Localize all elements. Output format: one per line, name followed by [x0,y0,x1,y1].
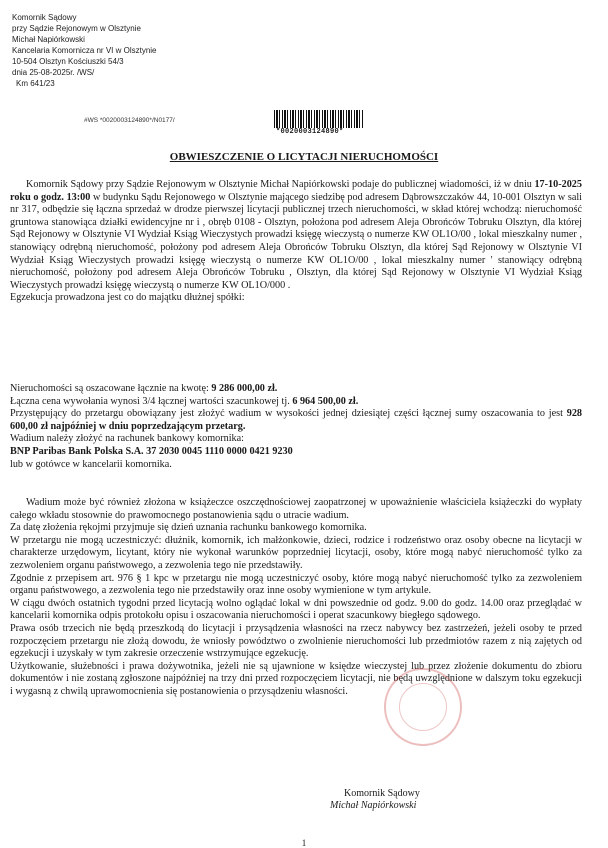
header-line: Komornik Sądowy [12,13,77,22]
price-amount: 6 964 500,00 zł. [292,395,359,407]
deposit-text: Przystępujący do przetargu obowiązany jest złożyć wadium w wysokości jednej dziesiątej części łącznej sumy oszacowania to jest [10,408,567,420]
deposit-amount: 928 600,00 zł najpóźniej w dniu poprzedzającym przetarg. [10,408,582,432]
announcement-intro: Komornik Sądowy przy Sądzie Rejonowym w Olsztynie Michał Napiórkowski podaje do publicznej wiadomości, iż w dniu [26,179,535,190]
conditions-paragraph [10,497,582,699]
condition-item: W przetargu nie mogą uczestniczyć: dłużnik, komornik, ich małżonkowie, dzieci, rodzice i rodzeństwo oraz osoby obecne na licytacji w charakterze urzędowym, licytant, który nie wykonał warunków poprzedniej licytacji, osoby, które mogą nabyć nieruchomość tylko za zezwoleniem organu państwowego, a zezwolenia tego nie przedstawiły. [10,534,582,571]
valuation-label: Nieruchomości są oszacowane łącznie na kwotę: [10,383,209,394]
condition-item: Za datę złożenia rękojmi przyjmuje się dzień uznania rachunku bankowego komornika. [10,522,367,534]
header-line: dnia 25-08-2025r. /WS/ [12,68,95,77]
condition-item: Użytkowanie, służebności i prawa dożywotnika, jeżeli nie są ujawnione w księdze wieczystej lub przez złożenie dokumentu do zbioru dokumentów i nie zostaną zgłoszone najpóźniej na trzy dni przed rozpoczęciem licytacji, nie będą uwzględnione w dalszym toku egzekucji i wygasną z chwilą uprawomocnienia się postanowienia o przysądzeniu własności. [10,660,582,697]
header-line: 10-504 Olsztyn Kościuszki 54/3 [12,57,124,66]
condition-item: W ciągu dwóch ostatnich tygodni przed licytacją wolno oglądać lokal w dni powszednie od godz. 9.00 do godz. 14.00 oraz przeglądać w kancelarii komornika odpis protokołu opisu i oszacowania nieruchomości i operat szacunkowy biegłego sądowego. [10,597,582,622]
signature-name: Michał Napiórkowski [330,800,417,811]
announcement-details: w budynku Sądu Rejonowego w Olsztynie mającego siedzibę pod adresem Dąbrowszczaków 44, 10-001 Olsztyn w sali nr 317, odbędzie się łączna sprzedaż w drodze pierwszej licytacji publicznej trzech nieruchomości, w skład której wchodzą: nieruchomość gruntowa stanowiąca działki ewidencyjne nr i , obręb 0108 - Olsztyn, położona pod adresem Aleja Obrońców Tobruku Olsztyn, dla której Sąd Rejonowy w Olsztynie VI Wydział Ksiąg Wieczystych prowadzi księgę wieczystą o numerze KW OL1O/00 , lokal mieszkalny numer , stanowiący odrębną nieruchomość, położony pod adresem Aleja Obrońców Tobruku Olsztyn, dla której Sąd Rejonowy w Olsztynie VI Wydział Ksiąg Wieczystych prowadzi księgę wieczystą o numerze KW OL1O/00 , lokal mieszkalny numer ' stanowiący odrębną nieruchomość, położony pod adresem Aleja Obrońców Tobruku , Olsztyn, dla której Sąd Rejonowy w Olsztynie VI Wydział Ksiąg Wieczystych prowadzi księgę wieczystą o numerze KW OL1O/000 . [10,191,582,291]
price-line [10,396,582,409]
header-line: przy Sądzie Rejonowym w Olsztynie [12,24,141,33]
bank-account-number: BNP Paribas Bank Polska S.A. 37 2030 0045 1110 0000 0421 9230 [10,445,293,457]
condition-item: Wadium może być również złożona w książeczce oszczędnościowej zaopatrzonej w upoważnienie właściciela książeczki do wypłaty całego wkładu stosownie do prawomocnego postanowienia sądu o utracie wadium. [10,497,582,521]
valuation-line [10,383,582,396]
official-stamp-inner-ring [399,683,447,731]
price-label: Łączna cena wywołania wynosi 3/4 łącznej wartości szacunkowej tj. [10,395,290,407]
header-line: Km 641/23 [16,79,55,88]
condition-item: Prawa osób trzecich nie będą przeszkodą do licytacji i przysądzenia własności na rzecz nabywcy bez zastrzeżeń, jeżeli osoby te przed rozpoczęciem przetargu nie złożą dowodu, że wniosły powództwo o zwolnienie nieruchomości lub przedmiotów razem z nią zajętych od egzekucji i uzyskały w tym zakresie orzeczenie wstrzymujące egzekucję. [10,622,582,660]
barcode-image [274,110,364,128]
condition-item: Zgodnie z przepisem art. 976 § 1 kpc w przetargu nie mogą uczestniczyć osoby, które mogą nabyć nieruchomość tylko za zezwoleniem organu państwowego, a zezwolenia tego nie przedstawiły oraz inne osoby wymienione w tym artykule. [10,572,582,597]
cash-payment-note: lub w gotówce w kancelarii komornika. [10,458,172,470]
barcode-text: *0020003124890* [276,128,344,136]
page-number: 1 [301,838,307,848]
header-line: Kancelaria Komornicza nr VI w Olsztynie [12,46,157,55]
document-title-text: OBWIESZCZENIE O LICYTACJI NIERUCHOMOŚCI [169,151,439,163]
document-title [0,151,608,163]
bank-account-line [10,446,582,459]
valuation-amount: 9 286 000,00 zł. [211,383,278,394]
announcement-text [10,179,582,292]
execution-note: Egzekucja prowadzona jest co do majątku dłużnej spółki: [10,292,245,304]
auction-date: 17-10-2025 roku o godz. 13:00 [10,179,582,203]
ws-reference-code: #WS *0020003124890*/N0177/ [84,117,175,124]
signature-block [330,788,420,812]
account-intro: Wadium należy złożyć na rachunek bankowy komornika: [10,433,244,445]
signature-role: Komornik Sądowy [344,788,420,799]
auction-announcement-paragraph [10,179,582,305]
document-header [12,12,157,89]
deposit-line [10,408,582,433]
header-line: Michał Napiórkowski [12,35,85,44]
valuation-paragraph [10,383,582,471]
